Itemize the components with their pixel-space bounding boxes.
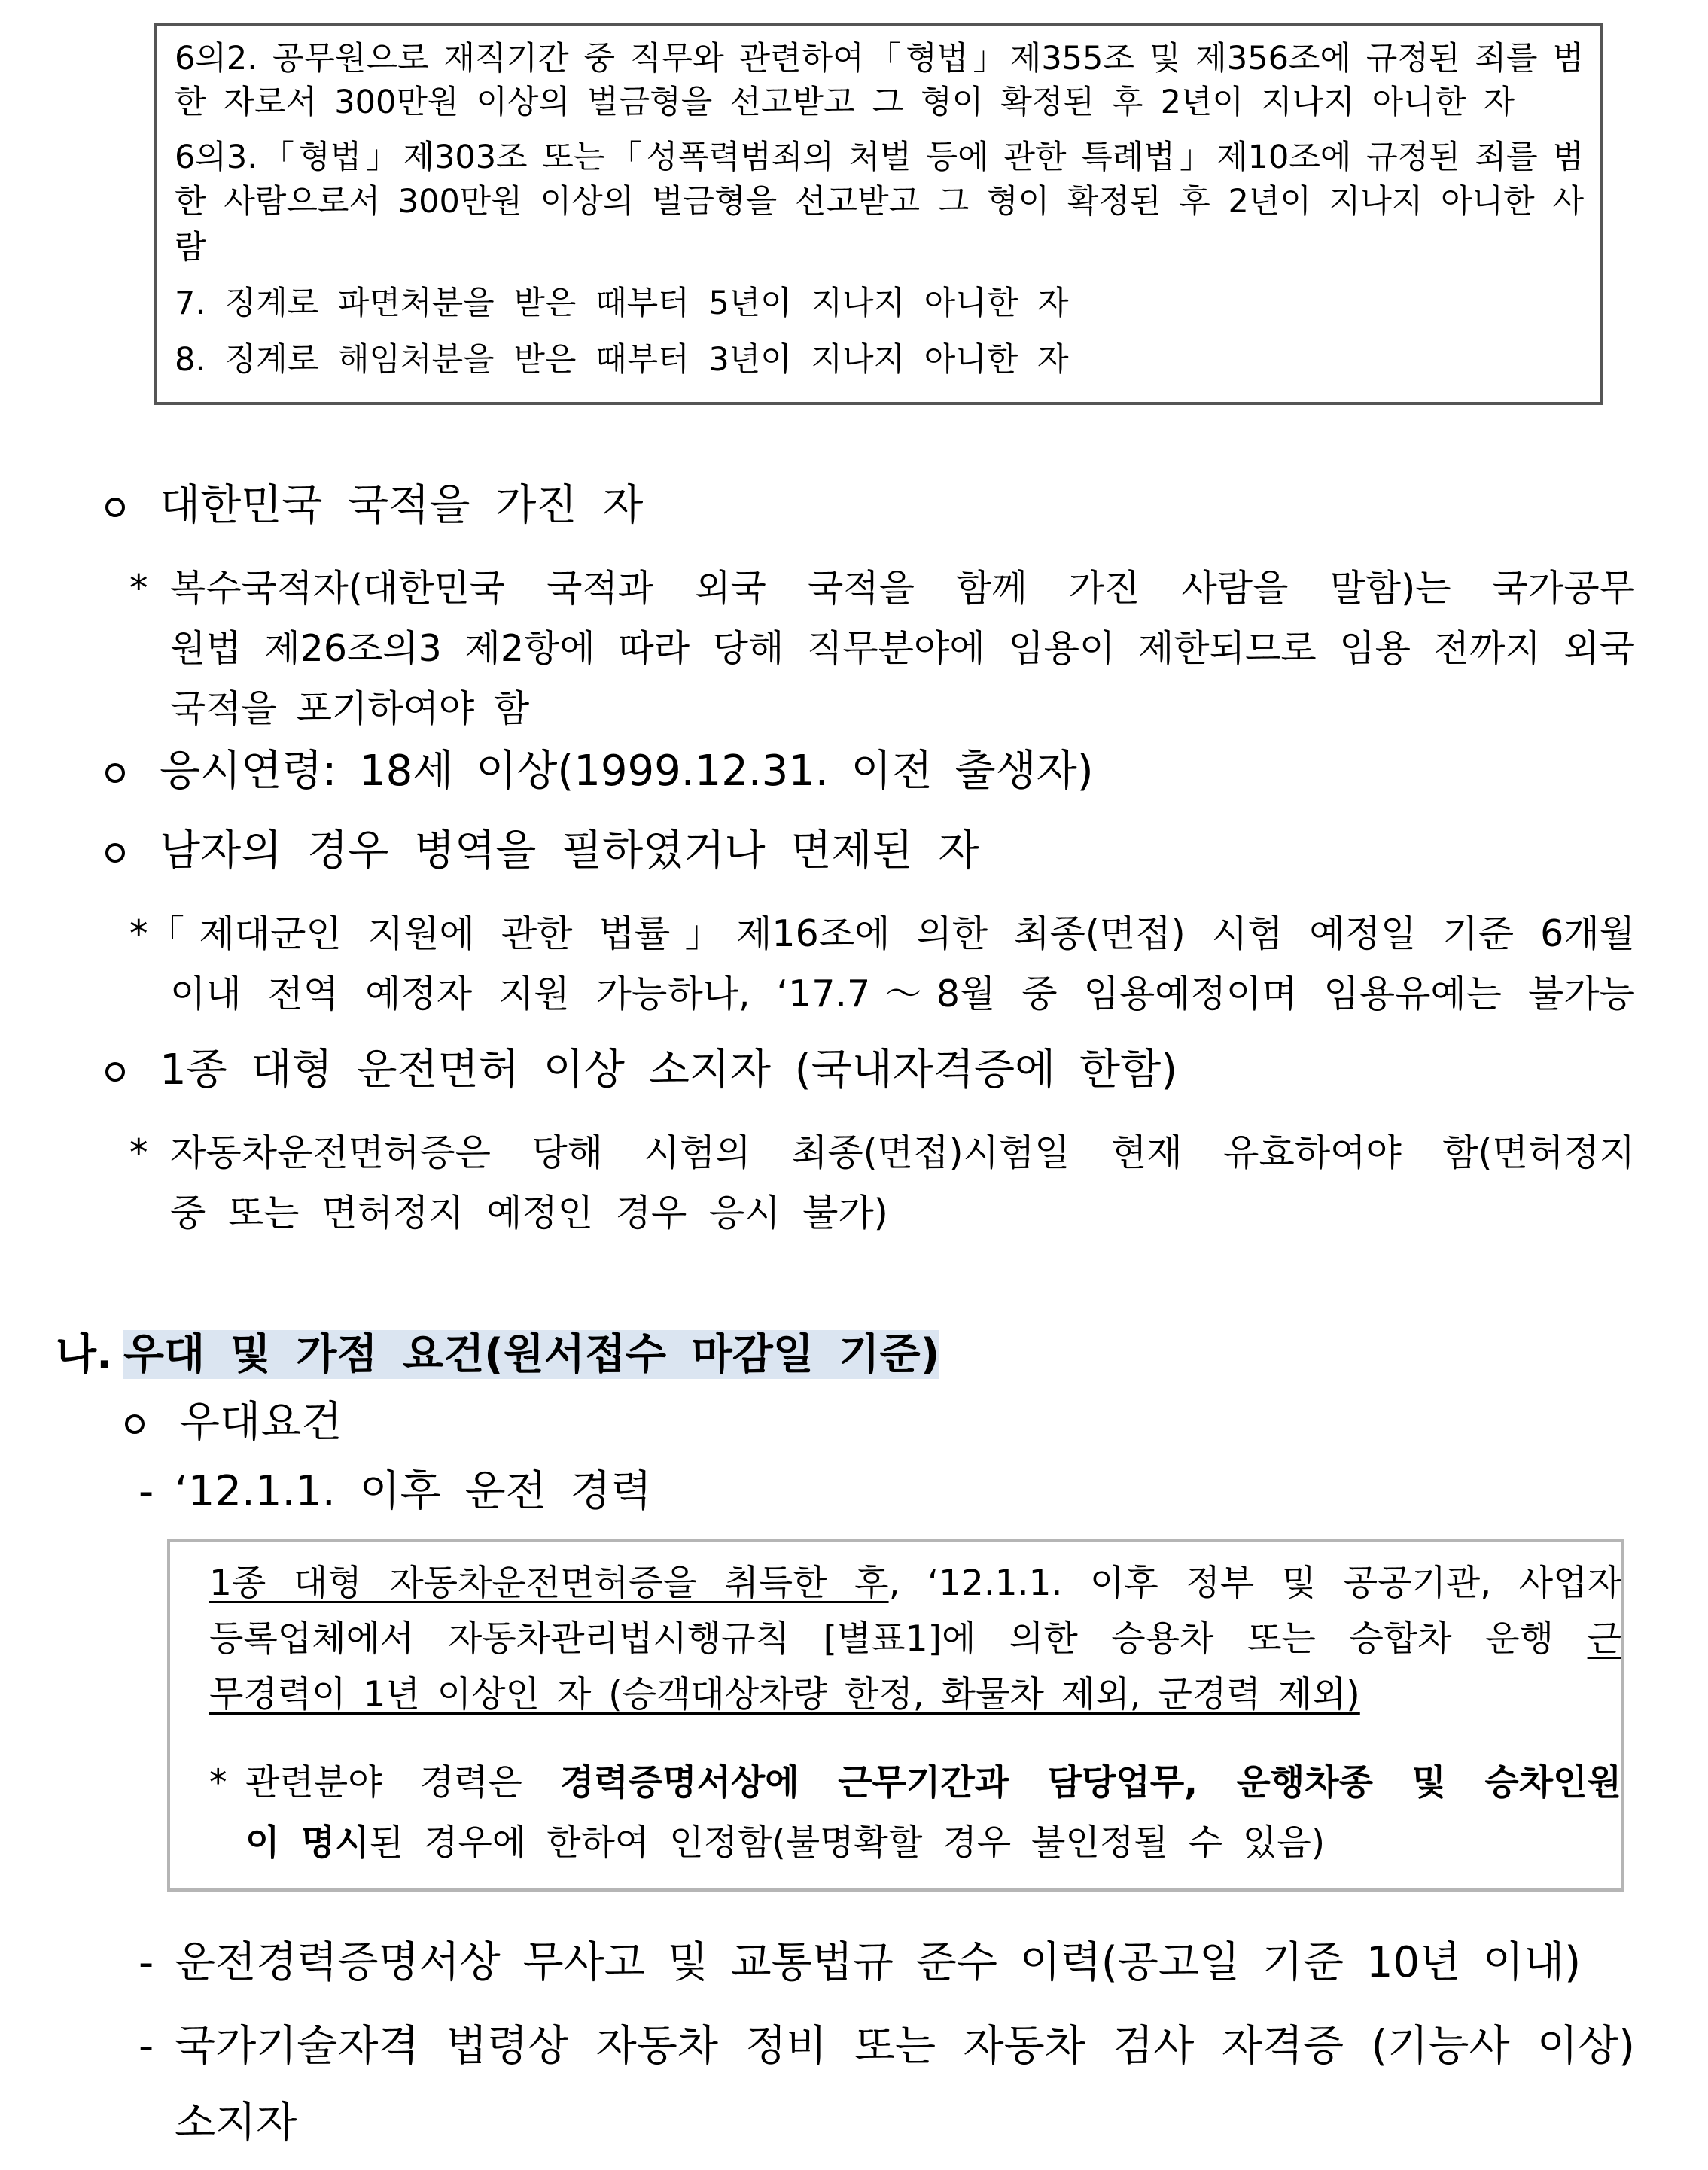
- item-6-3-line3: 람: [175, 229, 206, 266]
- item-7: 7. 징계로 파면처분을 받은 때부터 5년이 지나지 아니한 자: [175, 285, 1069, 322]
- box-line1-rest: , ‘12.1.1. 이후 정부 및 공공기관, 사업자: [888, 1563, 1622, 1604]
- dash-icon: -: [139, 1467, 154, 1516]
- military-note-line1: 「제대군인 지원에 관한 법률」제16조에 의한 최종(면접) 시험 예정일 기준 6개월: [148, 912, 1635, 955]
- req-age: 응시연령: 18세 이상(1999.12.31. 이전 출생자): [160, 747, 1094, 796]
- dash-accident-free: 운전경력증명서상 무사고 및 교통법규 준수 이력(공고일 기준 10년 이내): [175, 1938, 1582, 1987]
- box-line2-plain: 등록업체에서 자동차관리법시행규칙 [별표1]에 의한 승용차 또는 승합차 운행: [209, 1618, 1588, 1660]
- box-note-line1: [245, 1756, 1621, 1810]
- preference-label: 우대요건: [179, 1398, 343, 1447]
- req-license: 1종 대형 운전면허 이상 소지자 (국내자격증에 한함): [160, 1045, 1178, 1094]
- dash-cert-line2: 소지자: [175, 2098, 297, 2147]
- circle-bullet-icon: [125, 1414, 145, 1434]
- section-b-prefix: 나.: [56, 1330, 113, 1379]
- req-nationality: 대한민국 국적을 가진 자: [160, 481, 644, 530]
- section-b-title: [123, 1325, 939, 1385]
- item-6-3-line1: 6의3.「형법」제303조 또는「성폭력범죄의 처벌 등에 관한 특례법」제10조에 규정된 죄를 범: [175, 138, 1584, 176]
- circle-bullet-icon: [105, 843, 125, 863]
- asterisk-icon: *: [129, 1131, 148, 1174]
- circle-bullet-icon: [105, 1062, 125, 1082]
- dash-cert-line1: 국가기술자격 법령상 자동차 정비 또는 자동차 검사 자격증 (기능사 이상): [175, 2022, 1635, 2071]
- item-6-2-line2: 한 자로서 300만원 이상의 벌금형을 선고받고 그 형이 확정된 후 2년이 지나지 아니한 자: [175, 84, 1515, 121]
- circle-bullet-icon: [105, 498, 125, 517]
- item-8: 8. 징계로 해임처분을 받은 때부터 3년이 지나지 아니한 자: [175, 341, 1069, 379]
- nationality-note-line2: 원법 제26조의3 제2항에 따라 당해 직무분야에 임용이 제한되므로 임용 전까지 외국: [170, 627, 1635, 670]
- circle-bullet-icon: [105, 763, 125, 783]
- section-b-title-text: 우대 및 가점 요건(원서접수 마감일 기준): [123, 1330, 940, 1379]
- box-note-line2-bold: 이 명시: [245, 1822, 370, 1864]
- box-note-line1-bold: 경력증명서상에 근무기간과 담당업무, 운행차종 및 승차인원: [559, 1762, 1621, 1803]
- license-note-line1: 자동차운전면허증은 당해 시험의 최종(면접)시험일 현재 유효하여야 함(면허정지: [170, 1131, 1635, 1174]
- box-line2: [209, 1612, 1621, 1666]
- box-note-line1-plain: 관련분야 경력은: [245, 1762, 560, 1803]
- box-line3: [209, 1668, 1360, 1722]
- asterisk-icon: *: [129, 912, 148, 955]
- dash-icon: -: [139, 1938, 154, 1987]
- license-note-line2: 중 또는 면허정지 예정인 경우 응시 불가): [170, 1192, 888, 1234]
- box-note-line2-plain: 된 경우에 한하여 인정함(불명확할 경우 불인정될 수 있음): [369, 1822, 1326, 1864]
- box-line1: [209, 1557, 1621, 1611]
- item-6-3-line2: 한 사람으로서 300만원 이상의 벌금형을 선고받고 그 형이 확정된 후 2년이 지나지 아니한 사: [175, 183, 1584, 221]
- box-line1-underlined: 1종 대형 자동차운전면허증을 취득한 후: [209, 1563, 889, 1604]
- military-note-line2: 이내 전역 예정자 지원 가능하나, ‘17.7～8월 중 임용예정이며 임용유예는 불가능: [170, 972, 1635, 1015]
- asterisk-icon: *: [129, 567, 148, 610]
- nationality-note-line1: 복수국적자(대한민국 국적과 외국 국적을 함께 가진 사람을 말함)는 국가공무: [170, 567, 1635, 610]
- dash-icon: -: [139, 2022, 154, 2071]
- box-line3-underlined: 무경력이 1년 이상인 자 (승객대상차량 한정, 화물차 제외, 군경력 제외): [209, 1674, 1360, 1715]
- dash-driving-career: ‘12.1.1. 이후 운전 경력: [175, 1467, 652, 1516]
- box-note-line2: [245, 1816, 1325, 1870]
- nationality-note-line3: 국적을 포기하여야 함: [170, 687, 530, 730]
- asterisk-icon: *: [209, 1762, 227, 1803]
- item-6-2-line1: 6의2. 공무원으로 재직기간 중 직무와 관련하여「형법」제355조 및 제356조에 규정된 죄를 범: [175, 40, 1584, 78]
- req-military: 남자의 경우 병역을 필하였거나 면제된 자: [160, 826, 979, 875]
- box-line2-underlined: 근: [1587, 1618, 1621, 1660]
